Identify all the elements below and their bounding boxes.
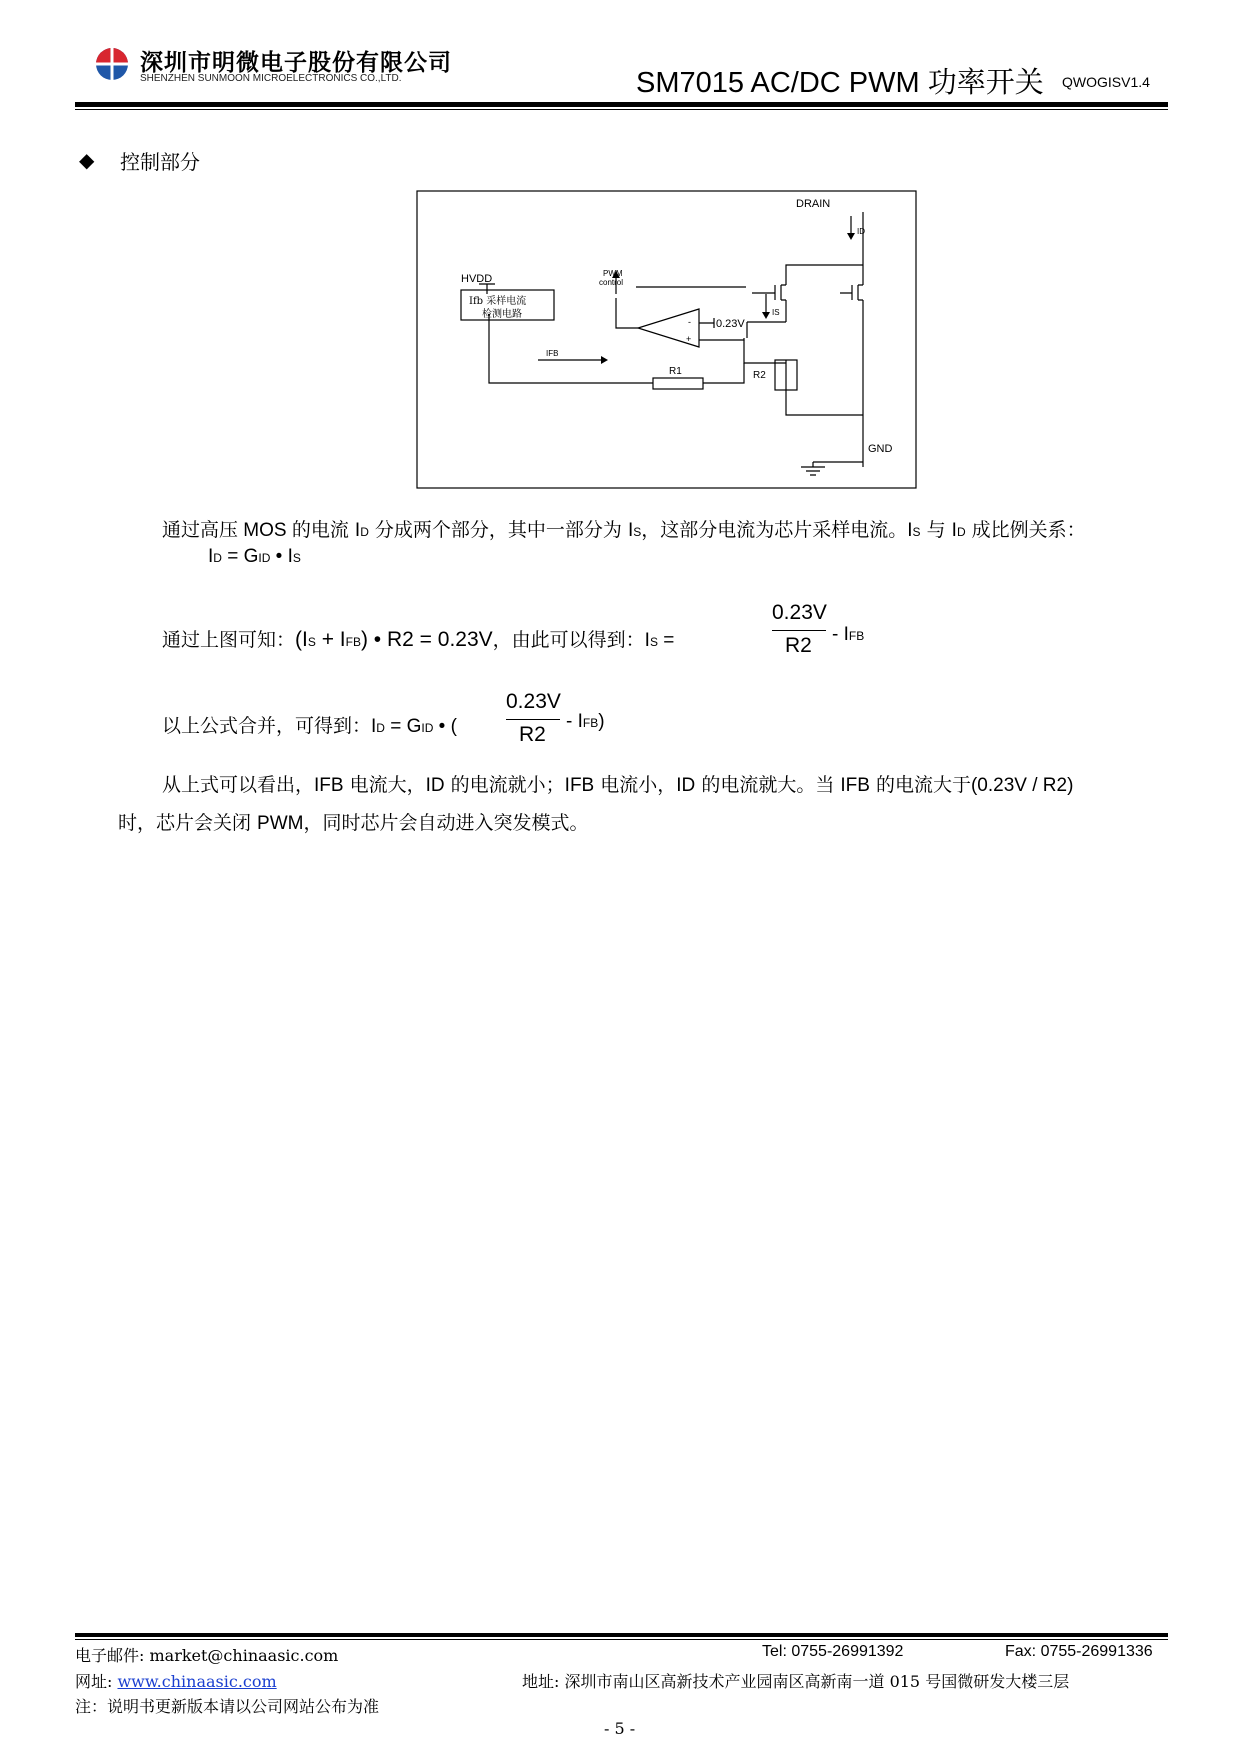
label-is: IS <box>772 308 780 317</box>
document-version: QWOGISV1.4 <box>1062 74 1150 90</box>
label-id: ID <box>857 227 865 236</box>
label-r1: R1 <box>669 366 682 377</box>
fraction-2-denominator: R2 <box>519 723 546 746</box>
fraction-1-numerator: 0.23V <box>772 601 827 624</box>
opamp-plus: + <box>686 334 692 344</box>
section-title: 控制部分 <box>120 150 200 174</box>
label-vref: 0.23V <box>716 318 745 330</box>
label-control: control <box>599 278 624 287</box>
paragraph-1: 通过高压 MOS 的电流 ID 分成两个部分，其中一部分为 IS，这部分电流为芯片采样电流。IS 与 ID 成比例关系： <box>162 519 1086 541</box>
equation-1: ID = GID • IS <box>208 546 301 567</box>
website-link[interactable]: www.chinaasic.com <box>117 1672 277 1691</box>
title-en: SM7015 AC/DC PWM <box>636 67 928 99</box>
footer-email: 电子邮件: market@chinaasic.com <box>75 1646 339 1665</box>
company-name-cn: 深圳市明微电子股份有限公司 <box>140 50 452 76</box>
paragraph-2: 通过上图可知：(IS + IFB) • R2 = 0.23V，由此可以得到：IS = <box>162 628 675 651</box>
paragraph-4-line-1: 从上式可以看出，IFB 电流大，ID 的电流就小；IFB 电流小，ID 的电流就大。当 IFB 的电流大于(0.23V / R2) <box>162 774 1074 796</box>
header-rule-thin <box>75 109 1168 110</box>
document-title <box>636 60 1044 101</box>
fraction-2-bar <box>506 719 560 720</box>
resistor-r1 <box>653 378 703 389</box>
opamp-minus: - <box>688 317 691 327</box>
box-line-1: Ifb 采样电流 <box>469 296 527 307</box>
footer-fax: Fax: 0755-26991336 <box>1005 1643 1153 1660</box>
footer-note: 注：说明书更新版本请以公司网站公布为准 <box>75 1697 380 1716</box>
fraction-1-tail: - IFB <box>832 624 865 645</box>
paragraph-3: 以上公式合并，可得到：ID = GID • ( <box>162 715 457 737</box>
footer-address: 地址: 深圳市南山区高新技术产业园南区高新南一道 015 号国微研发大楼三层 <box>522 1672 1070 1691</box>
footer-tel: Tel: 0755-26991392 <box>762 1643 904 1660</box>
fraction-1-denominator: R2 <box>785 634 812 657</box>
header-rule <box>75 102 1168 107</box>
fraction-2-numerator: 0.23V <box>506 690 561 713</box>
page-number: - 5 - <box>604 1719 636 1738</box>
footer-rule-thin <box>75 1639 1168 1640</box>
control-circuit-diagram <box>416 190 918 490</box>
fraction-1-bar <box>772 630 826 631</box>
diagram-frame <box>417 191 916 488</box>
footer-rule <box>75 1633 1168 1637</box>
label-ifb: IFB <box>546 349 559 358</box>
label-pwm: PWM <box>603 269 623 278</box>
label-drain: DRAIN <box>796 198 831 210</box>
footer-website: 网址: www.chinaasic.com <box>75 1672 277 1691</box>
label-r2: R2 <box>753 370 766 381</box>
company-name-en: SHENZHEN SUNMOON MICROELECTRONICS CO.,LTD. <box>140 73 402 84</box>
diamond-bullet-icon: ◆ <box>79 148 95 172</box>
label-hvdd: HVDD <box>461 273 493 285</box>
title-cn: 功率开关 <box>927 65 1044 99</box>
company-logo-icon <box>95 47 129 81</box>
paragraph-4-line-2: 时，芯片会关闭 PWM，同时芯片会自动进入突发模式。 <box>118 812 589 834</box>
label-gnd: GND <box>868 443 893 455</box>
box-line-2: 检测电路 <box>482 309 522 320</box>
fraction-2-tail: - IFB) <box>566 711 605 732</box>
